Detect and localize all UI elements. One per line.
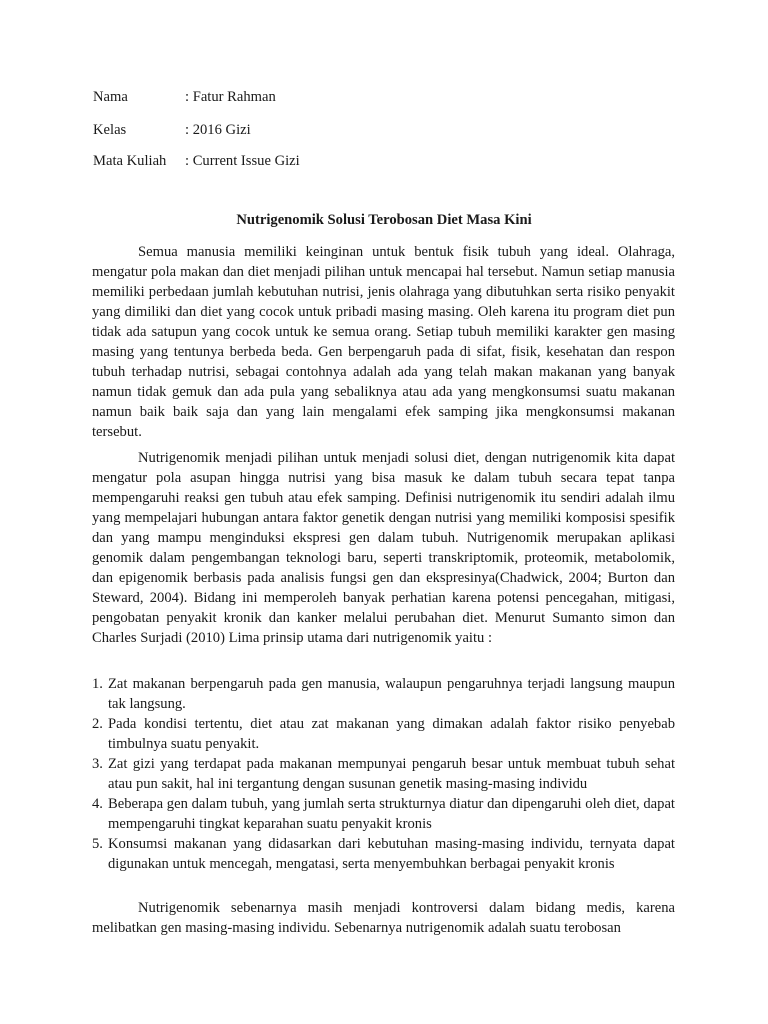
kelas-label: Kelas xyxy=(93,122,127,138)
list-item-text: Zat gizi yang terdapat pada makanan mempunyai pengaruh besar untuk membuat tubuh sehat atau pun sakit, hal ini tergantung dengan susunan genetik masing-masing individu xyxy=(108,756,675,792)
list-item xyxy=(92,834,675,874)
paragraph-3 xyxy=(92,898,675,938)
header-kelas xyxy=(93,121,251,139)
list-item-text: Beberapa gen dalam tubuh, yang jumlah serta strukturnya diatur dan dipengaruhi oleh diet, dapat mempengaruhi tingkat keparahan suatu penyakit kronis xyxy=(108,796,675,832)
list-item xyxy=(92,754,675,794)
mata-kuliah-value: : Current Issue Gizi xyxy=(185,153,300,169)
list-number: 5. xyxy=(92,836,103,852)
document-title: Nutrigenomik Solusi Terobosan Diet Masa Kini xyxy=(236,212,532,228)
paragraph-text: Semua manusia memiliki keinginan untuk bentuk fisik tubuh yang ideal. Olahraga, mengatur pola makan dan diet menjadi pilihan untuk mencapai hal tersebut. Namun setiap manusia memiliki perbedaan jumlah kebutuhan nutrisi, jenis olahraga yang dibutuhkan serta risiko penyakit yang dimiliki dan diet yang cocok untuk pribadi masing masing. Oleh karena itu program diet pun tidak ada satupun yang cocok untuk ke semua orang. Setiap tubuh memiliki karakter gen masing masing yang tentunya berbeda beda. Gen berpengaruh pada di sifat, fisik, kesehatan dan respon tubuh terhadap nutrisi, sebagai contohnya adalah ada yang telah makan makanan yang banyak namun tidak gemuk dan ada pula yang sebaliknya atau ada yang mengkonsumsi suatu makanan namun baik baik saja dan yang lain mengalami efek samping jika mengkonsumsi makanan tersebut. xyxy=(92,244,675,440)
header-nama xyxy=(93,88,276,106)
list-number: 1. xyxy=(92,676,103,692)
list-number: 2. xyxy=(92,716,103,732)
kelas-value: : 2016 Gizi xyxy=(185,122,251,138)
list-item xyxy=(92,714,675,754)
list-item-text: Konsumsi makanan yang didasarkan dari kebutuhan masing-masing individu, ternyata dapat digunakan untuk mencegah, mengatasi, serta menyembuhkan berbagai penyakit kronis xyxy=(108,836,675,872)
paragraph-text: Nutrigenomik menjadi pilihan untuk menjadi solusi diet, dengan nutrigenomik kita dapat mengatur pola asupan hingga nutrisi yang bisa masuk ke dalam tubuh secara tepat tanpa mempengaruhi reaksi gen tubuh atau efek samping. Definisi nutrigenomik itu sendiri adalah ilmu yang mempelajari hubungan antara faktor genetik dengan nutrisi yang memiliki komposisi spesifik dan yang mampu menginduksi ekspresi gen dalam tubuh. Nutrigenomik merupakan aplikasi genomik dalam pengembangan teknologi baru, seperti transkriptomik, proteomik, metabolomik, dan epigenomik berbasis pada analisis fungsi gen dan ekspresinya(Chadwick, 2004; Burton dan Steward, 2004). Bidang ini memperoleh banyak perhatian karena potensi pencegahan, mitigasi, pengobatan penyakit kronik dan kanker melalui perubahan diet. Menurut Sumanto simon dan Charles Surjadi (2010) Lima prinsip utama dari nutrigenomik yaitu : xyxy=(92,450,675,646)
list-number: 3. xyxy=(92,756,103,772)
paragraph-2 xyxy=(92,448,675,648)
list-number: 4. xyxy=(92,796,103,812)
paragraph-1 xyxy=(92,242,675,442)
nama-label: Nama xyxy=(93,89,128,105)
list-item xyxy=(92,674,675,714)
header-mata-kuliah xyxy=(93,152,300,170)
mata-kuliah-label: Mata Kuliah xyxy=(93,153,167,169)
principles-list xyxy=(92,674,675,874)
paragraph-text: Nutrigenomik sebenarnya masih menjadi kontroversi dalam bidang medis, karena melibatkan gen masing-masing individu. Sebenarnya nutrigenomik adalah suatu terobosan xyxy=(92,900,675,936)
list-item xyxy=(92,794,675,834)
list-item-text: Pada kondisi tertentu, diet atau zat makanan yang dimakan adalah faktor risiko penyebab timbulnya suatu penyakit. xyxy=(108,716,675,752)
nama-value: : Fatur Rahman xyxy=(185,89,276,105)
list-item-text: Zat makanan berpengaruh pada gen manusia, walaupun pengaruhnya terjadi langsung maupun tak langsung. xyxy=(108,676,675,712)
